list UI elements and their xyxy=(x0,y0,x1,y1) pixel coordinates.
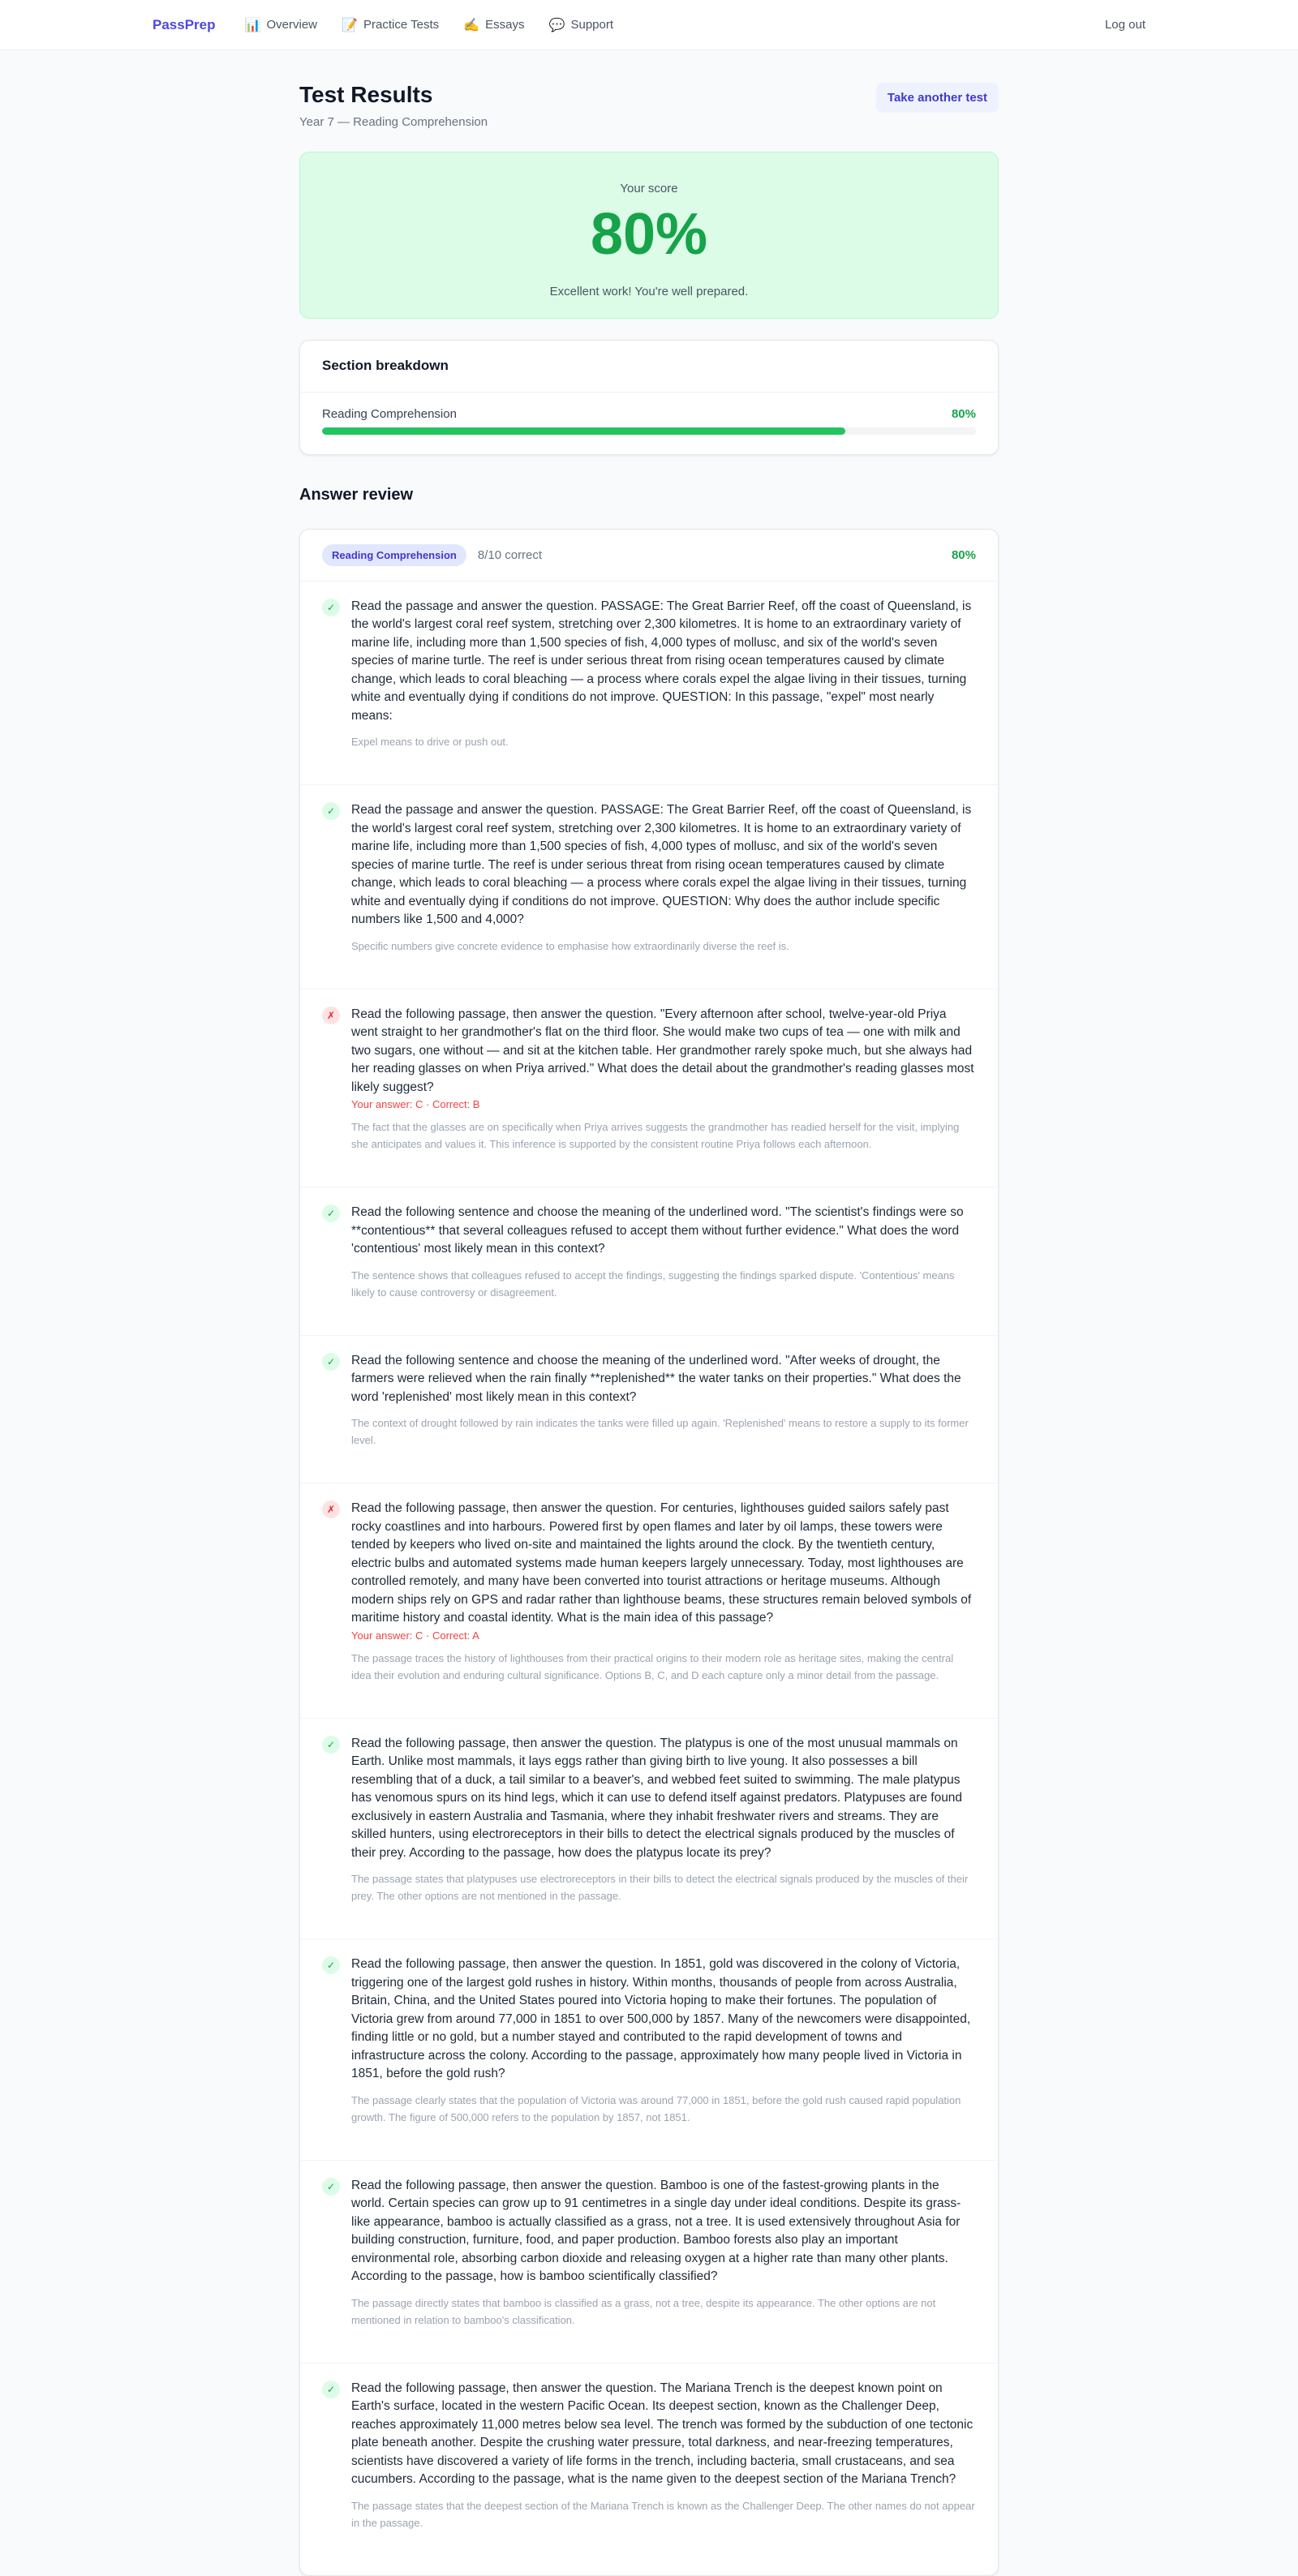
explanation-text: Expel means to drive or push out. xyxy=(351,736,509,749)
question-item xyxy=(300,1336,998,1484)
question-spacer xyxy=(351,2531,976,2565)
chart-icon: 📊 xyxy=(244,18,261,32)
answer-comparison: Your answer: C · Correct: A xyxy=(351,1629,479,1642)
check-icon: ✓ xyxy=(322,802,340,820)
question-text: Read the following passage, then answer the question. For centuries, lighthouses guided sailors safely past rocky coastlines and into harbours. Powered first by open flames and later by oil lamps, these towers were tended by keepers who lived on-site and maintained the lights around the clock. By the twentieth century, electric bulbs and automated systems made human keepers largely unnecessary. Today, most lighthouses are controlled remotely, and many have been converted into tourist attractions or heritage museums. Although modern ships rely on GPS and radar rather than lighthouse beams, these structures remain beloved symbols of maritime history and coastal identity. What is the main idea of this passage? xyxy=(351,1501,972,1625)
page-subtitle: Year 7 — Reading Comprehension xyxy=(299,114,488,129)
question-body xyxy=(351,1500,976,1718)
question-spacer xyxy=(351,1449,976,1483)
question-text: Read the following passage, then answer the question. Bamboo is one of the fastest-growing plants in the world. Certain species can grow up to 91 centimetres in a single day under ideal conditions. Despite its grass-like appearance, bamboo is actually classified as a grass, not a tree. It is used extensively throughout Asia for building construction, furniture, food, and paper production. Bamboo forests also play an important environmental role, absorbing carbon dioxide and releasing oxygen at a higher rate than many other plants. According to the passage, how is bamboo scientifically classified? xyxy=(351,2178,961,2284)
section-tag: Reading Comprehension xyxy=(322,544,466,566)
explanation-text: The passage traces the history of lighthouses from their practical origins to their modern role as heritage sites, making the central idea their evolution and enduring cultural significance. Options B, C, and D each capture only a minor detail from the passage. xyxy=(351,1651,954,1681)
nav-essays-label: Essays xyxy=(485,18,525,32)
check-icon: ✓ xyxy=(322,1956,340,1974)
logout-link[interactable]: Log out xyxy=(1104,18,1145,32)
question-item xyxy=(300,990,998,1188)
page-title: Test Results xyxy=(299,82,433,107)
question-list xyxy=(300,582,998,2565)
question-body xyxy=(351,1006,976,1187)
answer-comparison: Your answer: C · Correct: B xyxy=(351,1098,480,1111)
nav-overview[interactable] xyxy=(245,17,318,33)
question-item xyxy=(300,1719,998,1940)
score-card xyxy=(299,152,999,319)
question-spacer xyxy=(351,1153,976,1187)
check-icon: ✓ xyxy=(322,1353,340,1371)
question-item xyxy=(300,2161,998,2363)
answer-review-header xyxy=(300,530,998,582)
review-pct: 80% xyxy=(951,547,976,562)
question-spacer xyxy=(351,955,976,989)
question-body xyxy=(351,1735,976,1939)
question-text: Read the passage and answer the question. PASSAGE: The Great Barrier Reef, off the coast of Queensland, is the world's largest coral reef system, stretching over 2,300 kilometres. It is home to an extraordinary variety of marine life, including more than 1,500 species of fish, 4,000 types of mollusc, and six of the world's seven species of marine turtle. The reef is under serious threat from rising ocean temperatures caused by climate change, which leads to coral bleaching — a process where corals expel the algae living in their tissues, turning white and eventually dying if conditions do not improve. QUESTION: Why does the author include specific numbers like 1,500 and 4,000? xyxy=(351,803,972,927)
question-body xyxy=(351,2380,976,2565)
check-icon: ✓ xyxy=(322,2178,340,2196)
question-text: Read the following sentence and choose the meaning of the underlined word. "The scientist's findings were so **contentious** that several colleagues refused to accept them without further evidence." What does the word 'contentious' most likely mean in this context? xyxy=(351,1205,964,1256)
breakdown-section-pct: 80% xyxy=(951,406,976,421)
nav-overview-label: Overview xyxy=(266,18,318,32)
question-body xyxy=(351,801,976,989)
explanation-text: The passage states that the deepest section of the Mariana Trench is known as the Challenger Deep. The other names do not appear in the passage. xyxy=(351,2499,975,2529)
question-spacer xyxy=(351,1301,976,1335)
breakdown-row xyxy=(300,393,998,435)
nav-support[interactable] xyxy=(548,17,613,33)
check-icon: ✓ xyxy=(322,599,340,616)
question-body xyxy=(351,1956,976,2160)
score-value: 80% xyxy=(590,201,708,267)
answer-review-card xyxy=(299,529,999,2576)
section-breakdown-title: Section breakdown xyxy=(300,341,998,393)
writing-hand-icon: ✍️ xyxy=(463,18,480,32)
question-text: Read the following passage, then answer the question. The Mariana Trench is the deepest known point on Earth's surface, located in the western Pacific Ocean. Its deepest section, known as the Challenger Deep, reaches approximately 11,000 metres below sea level. The trench was formed by the subduction of one tectonic plate beneath another. Despite the crushing water pressure, total darkness, and near-freezing temperatures, scientists have discovered a variety of life forms in the trench, including bacteria, small crustaceans, and sea cucumbers. According to the passage, what is the name given to the deepest section of the Mariana Trench? xyxy=(351,2381,974,2487)
question-item xyxy=(300,1483,998,1719)
nav-practice-tests-label: Practice Tests xyxy=(363,18,440,32)
take-another-test-button[interactable]: Take another test xyxy=(876,83,999,113)
question-spacer xyxy=(351,1904,976,1938)
nav-essays[interactable] xyxy=(463,17,524,33)
question-text: Read the following passage, then answer the question. In 1851, gold was discovered in the colony of Victoria, triggering one of the largest gold rushes in history. Within months, thousands of people from across Australia, Britain, China, and the United States poured into Victoria hoping to make their fortunes. The population of Victoria grew from around 77,000 in 1851 to over 500,000 by 1857. Many of the newcomers were disappointed, finding little or no gold, but a number stayed and contributed to the rapid development of towns and infrastructure across the colony. According to the passage, approximately how many people lived in Victoria in 1851, before the gold rush? xyxy=(351,1957,971,2081)
question-text: Read the following passage, then answer the question. "Every afternoon after school, twelve-year-old Priya went straight to her grandmother's flat on the third floor. She would make two cups of tea — one with milk and two sugars, one without — and sit at the kitchen table. Her grandmother rarely spoke much, but she always had her reading glasses on when Priya arrived." What does the detail about the grandmother's reading glasses most likely suggest? xyxy=(351,1007,974,1094)
brand-logo[interactable]: PassPrep xyxy=(153,16,216,32)
question-text: Read the passage and answer the question. PASSAGE: The Great Barrier Reef, off the coast of Queensland, is the world's largest coral reef system, stretching over 2,300 kilometres. It is home to an extraordinary variety of marine life, including more than 1,500 species of fish, 4,000 types of mollusc, and six of the world's seven species of marine turtle. The reef is under serious threat from rising ocean temperatures caused by climate change, which leads to coral bleaching — a process where corals expel the algae living in their tissues, turning white and eventually dying if conditions do not improve. QUESTION: In this passage, "expel" most nearly means: xyxy=(351,599,972,723)
check-icon: ✓ xyxy=(322,2381,340,2398)
question-spacer xyxy=(351,2126,976,2160)
cross-icon: ✗ xyxy=(322,1501,340,1518)
explanation-text: The fact that the glasses are on specifically when Priya arrives suggests the grandmother has readied herself for the visit, implying she anticipates and values it. This inference is supported by the consistent routine Priya follows each afternoon. xyxy=(351,1121,960,1151)
question-item xyxy=(300,582,998,786)
explanation-text: The passage clearly states that the population of Victoria was around 77,000 in 1851, before the gold rush caused rapid population growth. The figure of 500,000 refers to the population by 1857, not 1851. xyxy=(351,2093,961,2123)
section-breakdown-card xyxy=(299,340,999,455)
question-item xyxy=(300,1939,998,2161)
question-body xyxy=(351,1204,976,1335)
score-label: Your score xyxy=(620,181,678,195)
progress-fill xyxy=(322,427,845,435)
speech-bubble-icon: 💬 xyxy=(548,18,565,32)
progress-track xyxy=(322,427,976,435)
answer-review-title: Answer review xyxy=(299,485,414,504)
question-body xyxy=(351,598,976,785)
cross-icon: ✗ xyxy=(322,1007,340,1024)
breakdown-section-name: Reading Comprehension xyxy=(322,406,457,421)
check-icon: ✓ xyxy=(322,1204,340,1222)
explanation-text: Specific numbers give concrete evidence to emphasise how extraordinarily diverse the reef is. xyxy=(351,939,789,952)
check-icon: ✓ xyxy=(322,1736,340,1754)
correct-count: 8/10 correct xyxy=(477,547,543,562)
nav-support-label: Support xyxy=(570,18,614,32)
nav-practice-tests[interactable] xyxy=(342,17,439,33)
question-spacer xyxy=(351,2329,976,2363)
question-text: Read the following passage, then answer the question. The platypus is one of the most unusual mammals on Earth. Unlike most mammals, it lays eggs rather than giving birth to live young. It also possesses a bill resembling that of a duck, a tail similar to a beaver's, and webbed feet suited to swimming. The male platypus has venomous spurs on its hind legs, which it can use to defend itself against predators. Platypuses are found exclusively in eastern Australia and Tasmania, where they inhabit freshwater rivers and streams. They are skilled hunters, using electroreceptors in their bills to detect the electrical signals produced by the muscles of their prey. According to the passage, how does the platypus locate its prey? xyxy=(351,1736,963,1860)
question-body xyxy=(351,2177,976,2363)
explanation-text: The passage states that platypuses use electroreceptors in their bills to detect the electrical signals produced by the muscles of their prey. The other options are not mentioned in the passage. xyxy=(351,1873,969,1903)
question-item xyxy=(300,785,998,990)
question-spacer xyxy=(351,1684,976,1718)
question-text: Read the following sentence and choose the meaning of the underlined word. "After weeks of drought, the farmers were relieved when the rain finally **replenished** the water tanks on their properties." What does the word 'replenished' most likely mean in this context? xyxy=(351,1353,961,1404)
explanation-text: The sentence shows that colleagues refused to accept the findings, suggesting the findings sparked dispute. 'Contentious' means likely to cause controversy or disagreement. xyxy=(351,1269,955,1299)
question-body xyxy=(351,1352,976,1483)
question-item xyxy=(300,1187,998,1336)
top-navbar xyxy=(0,0,1298,50)
score-message: Excellent work! You're well prepared. xyxy=(549,284,749,298)
memo-icon: 📝 xyxy=(342,18,358,32)
page-header xyxy=(299,81,999,129)
explanation-text: The passage directly states that bamboo is classified as a grass, not a tree, despite its appearance. The other options are not mentioned in relation to bamboo's classification. xyxy=(351,2296,936,2326)
main-content xyxy=(299,81,999,2576)
explanation-text: The context of drought followed by rain indicates the tanks were filled up again. 'Replenished' means to restore a supply to its former level. xyxy=(351,1417,969,1447)
question-item xyxy=(300,2363,998,2565)
question-spacer xyxy=(351,750,976,784)
